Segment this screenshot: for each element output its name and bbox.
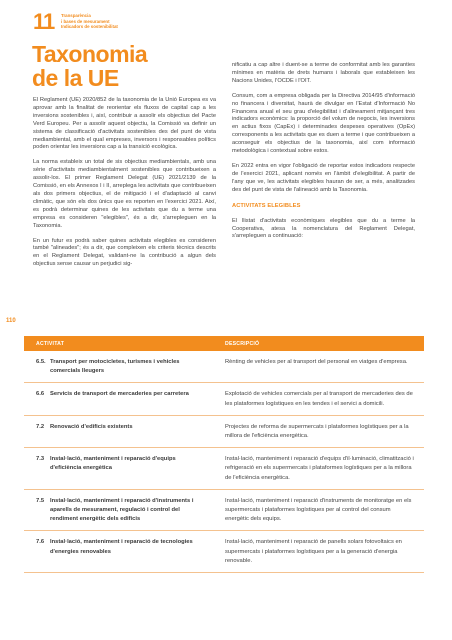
paragraph: La norma estableix un total de sis objectius mediambientals, amb una sèrie d'activitats mediambientalment sostenibles que contribueixen a assolir-los. El primer Reglament Delegat (UE) 2021/2139 de la Comissió, en els Annexos I i II, arreplega les activitats que contribueixen als dos primers objectius, el de mitigació i el d'adaptació al canvi climàtic, que són els dos únics que es reporten en l'exercici 2021. Així, es podrà determinar quines de les activitats que du a terme una empresa es consideren "elegibles", és a dir, s'arrepleguen en la Taxonomia. bbox=[33, 159, 216, 229]
left-text-column bbox=[33, 97, 216, 276]
header-activity: ACTIVITAT bbox=[36, 340, 65, 347]
activity-code: 6.6 bbox=[36, 391, 45, 398]
description-cell: Projectes de reforma de supermercats i plataformes logístiques per a la millora de l'eficiència energètica. bbox=[225, 423, 409, 440]
description-cell: Instal·lació, manteniment i reparació d'instruments de monitoratge en els supermercats i plataformes logístiques per al control del consum energètic dels equips. bbox=[225, 497, 412, 523]
paragraph: En 2022 entra en vigor l'obligació de reportar estos indicadors respecte de l'exercici 2021, aplicant només en l'àmbit d'elegibilitat. A partir de l'any que ve, les activitats elegibles hauran de ser, a més, analitzades des del punt de vista de l'alineació amb la Taxonomia. bbox=[232, 162, 415, 193]
page-title bbox=[32, 42, 232, 90]
table-header bbox=[24, 336, 424, 351]
chapter-label-line1: Transparència bbox=[61, 13, 91, 18]
activity-cell bbox=[24, 497, 219, 525]
activity-name: Instal·lació, manteniment i reparació d'equips d'eficiència energètica bbox=[50, 456, 176, 472]
description-cell: Rènting de vehicles per al transport del personal en viatges d'empresa. bbox=[225, 359, 408, 365]
right-text-column bbox=[232, 62, 415, 248]
activity-cell bbox=[24, 538, 219, 566]
description-cell: Instal·lació, manteniment i reparació d'equips d'il·luminació, climatització i refrigeració en els supermercats i plataformes logístiques per a la millora de l'eficiència energètica. bbox=[225, 456, 414, 481]
activity-code: 7.5 bbox=[36, 497, 45, 504]
table-row bbox=[24, 531, 424, 573]
paragraph: Consum, com a empresa obligada per la Directiva 2014/95 d'informació no financera i diversitat, haurà de divulgar en l'Estat d'Informació No Financera anual el seu grau d'elegibilitat i d'alineament mitjançant tres indicadors econòmics: la proporció del volum de negocis, les inversions en actius fixos (CapEx) i determinades despeses operatives (OpEx) corresponents a les activitats que es duen a terme i que contribueixen a aconseguir els objectius de la taxonomia, així com informació metodològica i contextual sobre estos. bbox=[232, 92, 415, 155]
description-cell: Instal·lació, manteniment i reparació de panells solars fotovoltaics en supermercats i plataformes logístiques per a la generació d'energia renovable. bbox=[225, 539, 402, 564]
activity-cell bbox=[24, 423, 219, 441]
page-number: 110 bbox=[6, 318, 16, 324]
chapter-label-line2: i bases de mesurament bbox=[61, 18, 110, 24]
activity-cell bbox=[24, 390, 219, 408]
activity-cell bbox=[24, 455, 219, 483]
chapter-label-line3: Indicadors de sostenibilitat bbox=[61, 24, 118, 30]
eligible-activities-table bbox=[24, 336, 424, 573]
chapter-label bbox=[61, 13, 201, 30]
section-heading: ACTIVITATS ELEGIBLES bbox=[232, 202, 301, 209]
paragraph: El llistat d'activitats econòmiques elegibles que du a terme la Cooperativa, atesa la nomenclatura del Reglament Delegat, s'arrepleguen a continuació: bbox=[232, 217, 415, 240]
activity-name: Instal·lació, manteniment i reparació d'instruments i aparells de mesurament, regulació i control del rendiment energètic dels edificis bbox=[50, 497, 194, 523]
activity-name: Renovació d'edificis existents bbox=[50, 423, 133, 430]
paragraph: El Reglament (UE) 2020/852 de la taxonomia de la Unió Europea es va aprovar amb la finalitat de reorientar els fluxos de capital cap a les inversions sostenibles i, així, contribuir a assolir els objectius del Pacte Verd Europeu. Per a assolir aquest objectiu, la Comissió va definir un sistema de classificació d'activitats sostenibles des del punt de vista mediambiental, amb el qual empreses, inversors i responsables polítics poden orientar les inversions cap a la transició ecològica. bbox=[33, 97, 216, 151]
table-row bbox=[24, 416, 424, 448]
activity-name: Instal·lació, manteniment i reparació de tecnologies d'energies renovables bbox=[50, 539, 193, 555]
paragraph: nificatiu a cap altre i duent-se a terme de conformitat amb les garanties mínimes en matèria de drets humans i laborals que estableixen les Nacions Unides, l'OCDE i l'OIT. bbox=[232, 62, 415, 84]
page-title-line2: de la UE bbox=[32, 65, 119, 91]
activity-name: Transport per motocicletes, turismes i vehicles comercials lleugers bbox=[50, 359, 180, 375]
header-description: DESCRIPCIÓ bbox=[225, 340, 260, 347]
paragraph: En un futur es podrà saber quines activitats elegibles es consideren també "alineades"; és a dir, que compleixen els criteris tècnics descrits en el Reglament Delegat, validant-ne la contribució a algun dels objectius sense causar un perjudici sig- bbox=[33, 237, 216, 268]
description-cell: Explotació de vehicles comercials per al transport de mercaderies des de les plataformes logístiques en les tendes i el servici a domicili. bbox=[225, 391, 413, 407]
table-row bbox=[24, 383, 424, 415]
activity-code: 7.6 bbox=[36, 539, 45, 546]
table-row bbox=[24, 490, 424, 532]
table-row bbox=[24, 448, 424, 490]
activity-code: 7.3 bbox=[36, 456, 45, 463]
table-row bbox=[24, 351, 424, 383]
activity-name: Servicis de transport de mercaderies per carretera bbox=[50, 391, 189, 398]
activity-code: 7.2 bbox=[36, 423, 45, 430]
page-title-line1: Taxonomia bbox=[32, 41, 148, 67]
activity-code: 6.5. bbox=[36, 359, 46, 365]
activity-cell bbox=[24, 358, 219, 376]
chapter-number: 11 bbox=[33, 9, 55, 34]
